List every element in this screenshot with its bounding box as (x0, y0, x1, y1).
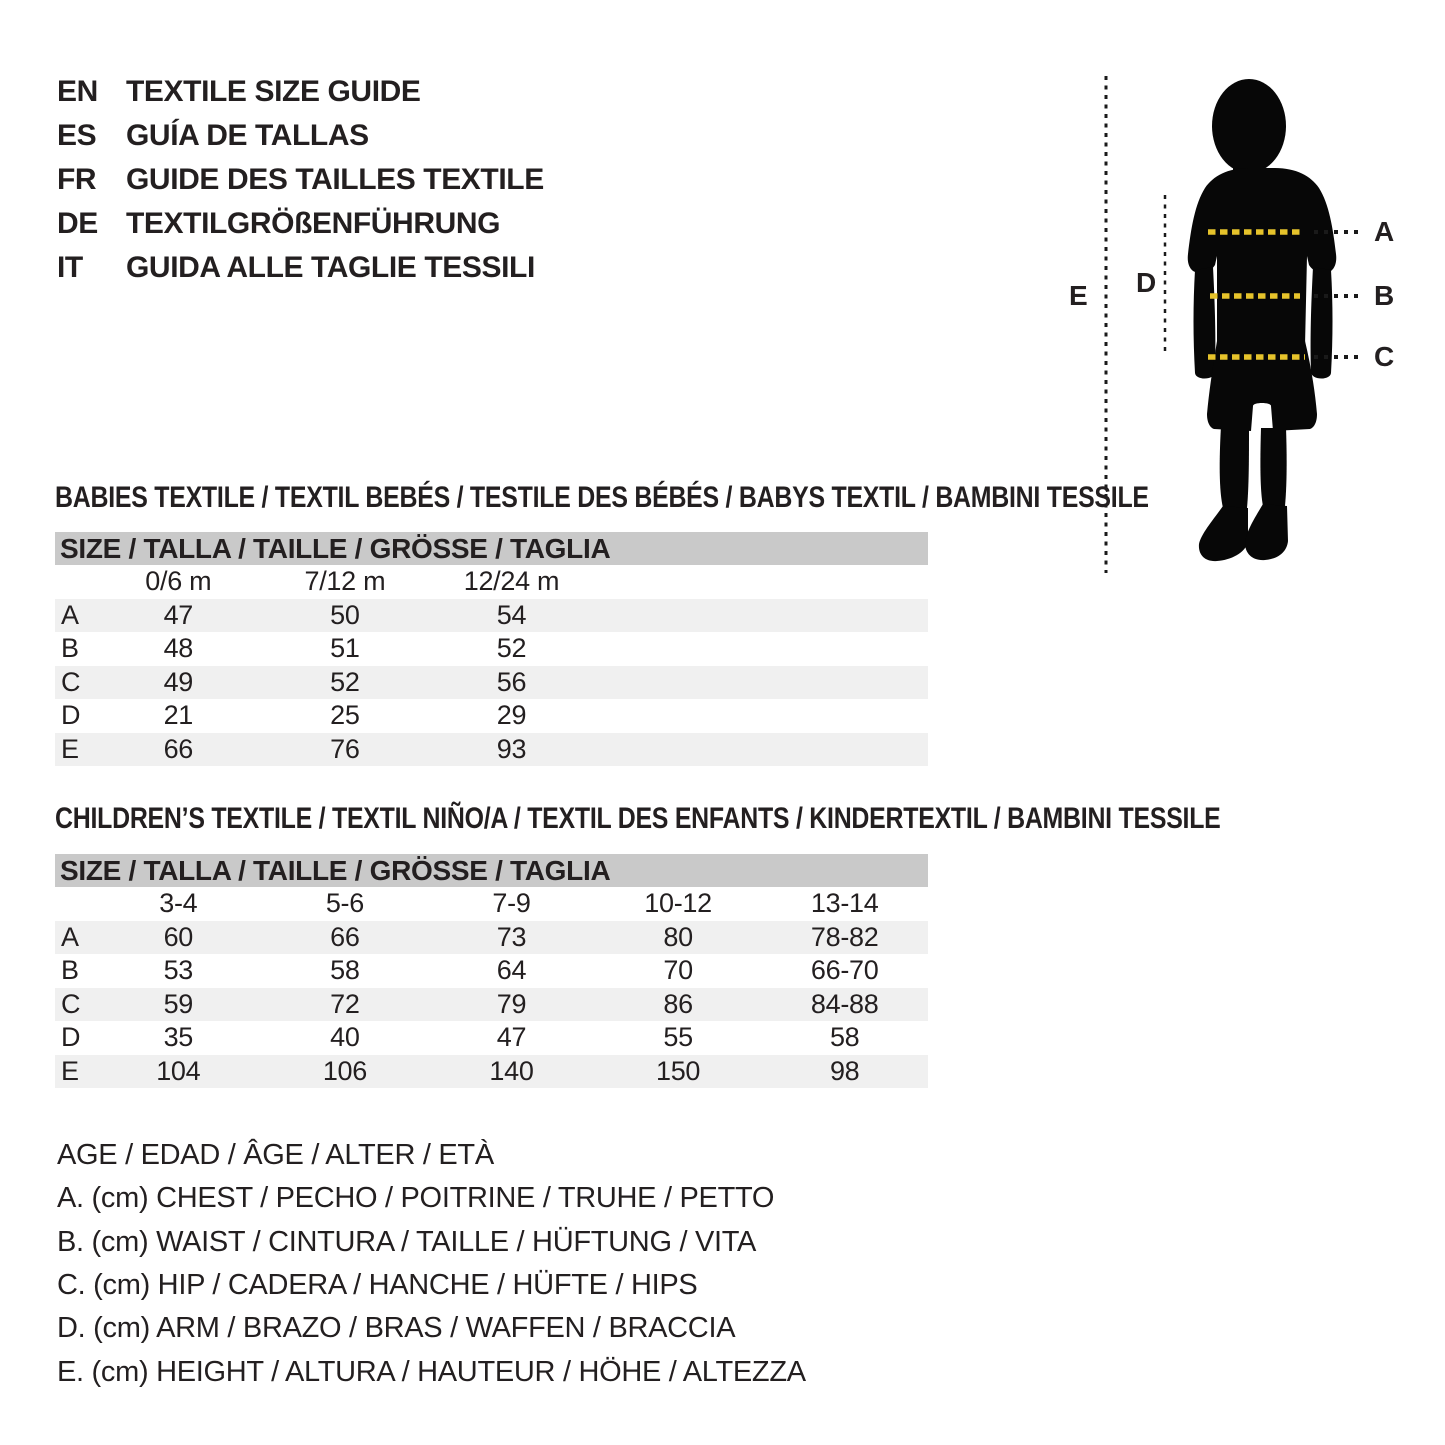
babies-table-row-a (55, 599, 928, 633)
table-cell: 55 (663, 1022, 693, 1053)
column-header: 13-14 (810, 888, 879, 919)
table-cell: 52 (496, 633, 527, 664)
table-cell: 25 (330, 700, 360, 731)
children-section-heading: CHILDREN’S TEXTILE / TEXTIL NIÑO/A / TEXTIL DES ENFANTS / KINDERTEXTIL / BAMBINI TESSILE (55, 802, 1221, 835)
table-cell: 50 (330, 599, 360, 630)
legend-line-waist: B. (cm) WAIST / CINTURA / TAILLE / HÜFTUNG / VITA (57, 1225, 757, 1258)
table-cell: 52 (330, 666, 360, 697)
babies-table-row-c (55, 666, 928, 700)
table-cell: 78-82 (810, 921, 879, 952)
table-cell: 47 (163, 599, 194, 630)
table-cell: 84-88 (810, 988, 879, 1019)
legend-line-chest: A. (cm) CHEST / PECHO / POITRINE / TRUHE / PETTO (57, 1182, 775, 1215)
table-cell: 58 (829, 1022, 860, 1053)
column-header: 3-4 (159, 888, 198, 919)
language-row-es (57, 114, 544, 158)
table-cell: 66 (163, 733, 194, 764)
row-label: D (61, 700, 81, 731)
children-table-row-e (55, 1055, 928, 1089)
language-title: GUIDA ALLE TAGLIE TESSILI (126, 251, 535, 284)
table-cell: 48 (163, 633, 194, 664)
table-cell: 64 (496, 955, 527, 986)
legend-line-height: E. (cm) HEIGHT / ALTURA / HAUTEUR / HÖHE / ALTEZZA (57, 1355, 806, 1388)
table-cell: 76 (330, 733, 360, 764)
language-title: TEXTILE SIZE GUIDE (126, 75, 421, 108)
children-table-row-d (55, 1021, 928, 1055)
babies-column-header-row (55, 565, 928, 599)
row-label: B (61, 633, 79, 664)
column-header: 12/24 m (463, 566, 560, 597)
language-row-it (57, 246, 544, 290)
measure-label-c: C (1374, 341, 1395, 372)
table-cell: 21 (163, 700, 194, 731)
table-cell: 140 (489, 1055, 534, 1086)
children-size-table (55, 854, 928, 1088)
column-header: 0/6 m (145, 566, 212, 597)
table-cell: 47 (496, 1022, 527, 1053)
table-cell: 93 (496, 733, 527, 764)
language-title: TEXTILGRÖßENFÜHRUNG (126, 207, 501, 240)
table-cell: 53 (163, 955, 194, 986)
language-row-en (57, 70, 544, 114)
child-silhouette-icon (1188, 79, 1337, 561)
children-size-header-bar: SIZE / TALLA / TAILLE / GRÖSSE / TAGLIA (55, 854, 928, 887)
row-label: E (61, 733, 79, 764)
table-cell: 60 (163, 921, 194, 952)
table-cell: 98 (829, 1055, 860, 1086)
children-table-row-c (55, 988, 928, 1022)
table-cell: 80 (663, 921, 693, 952)
table-cell: 29 (496, 700, 527, 731)
measure-label-d: D (1136, 267, 1157, 298)
measurement-legend (57, 1134, 806, 1394)
column-header: 7-9 (492, 888, 531, 919)
row-label: D (61, 1022, 81, 1053)
table-cell: 79 (496, 988, 527, 1019)
children-table-row-a (55, 921, 928, 955)
column-header: 5-6 (325, 888, 364, 919)
babies-size-header-bar: SIZE / TALLA / TAILLE / GRÖSSE / TAGLIA (55, 532, 928, 565)
children-table-row-b (55, 954, 928, 988)
table-cell: 150 (656, 1055, 701, 1086)
legend-line-hip: C. (cm) HIP / CADERA / HANCHE / HÜFTE / HIPS (57, 1269, 698, 1302)
row-label: C (61, 666, 81, 697)
column-header: 10-12 (644, 888, 712, 919)
language-code: ES (57, 119, 97, 152)
table-cell: 56 (496, 666, 527, 697)
table-cell: 73 (496, 921, 527, 952)
row-label: A (61, 599, 79, 630)
table-cell: 59 (163, 988, 194, 1019)
table-cell: 72 (330, 988, 360, 1019)
column-header: 7/12 m (304, 566, 386, 597)
measure-label-a: A (1374, 216, 1395, 247)
table-cell: 54 (496, 599, 527, 630)
babies-size-table (55, 532, 928, 766)
language-title-list (57, 70, 544, 290)
row-label: A (61, 921, 79, 952)
legend-line-arm: D. (cm) ARM / BRAZO / BRAS / WAFFEN / BRACCIA (57, 1312, 736, 1345)
measure-label-e: E (1069, 280, 1088, 311)
children-column-header-row (55, 887, 928, 921)
language-code: IT (57, 251, 83, 284)
table-cell: 49 (163, 666, 194, 697)
table-cell: 35 (163, 1022, 194, 1053)
babies-table-row-b (55, 632, 928, 666)
table-cell: 104 (156, 1055, 201, 1086)
table-cell: 86 (663, 988, 693, 1019)
row-label: C (61, 988, 81, 1019)
measure-label-b: B (1374, 280, 1395, 311)
legend-line-age: AGE / EDAD / ÂGE / ALTER / ETÀ (57, 1139, 494, 1172)
table-cell: 66-70 (810, 955, 879, 986)
table-cell: 51 (330, 633, 360, 664)
language-code: DE (57, 207, 98, 240)
language-title: GUIDE DES TAILLES TEXTILE (126, 163, 544, 196)
language-title: GUÍA DE TALLAS (126, 119, 369, 152)
language-code: EN (57, 75, 98, 108)
babies-table-row-d (55, 699, 928, 733)
babies-table-row-e (55, 733, 928, 767)
row-label: E (61, 1055, 79, 1086)
row-label: B (61, 955, 79, 986)
language-row-de (57, 202, 544, 246)
language-code: FR (57, 163, 97, 196)
table-cell: 66 (330, 921, 360, 952)
table-cell: 70 (663, 955, 693, 986)
babies-section-heading: BABIES TEXTILE / TEXTIL BEBÉS / TESTILE DES BÉBÉS / BABYS TEXTIL / BAMBINI TESSILE (55, 481, 1149, 514)
table-cell: 106 (322, 1055, 367, 1086)
table-cell: 58 (330, 955, 360, 986)
language-row-fr (57, 158, 544, 202)
table-cell: 40 (330, 1022, 360, 1053)
